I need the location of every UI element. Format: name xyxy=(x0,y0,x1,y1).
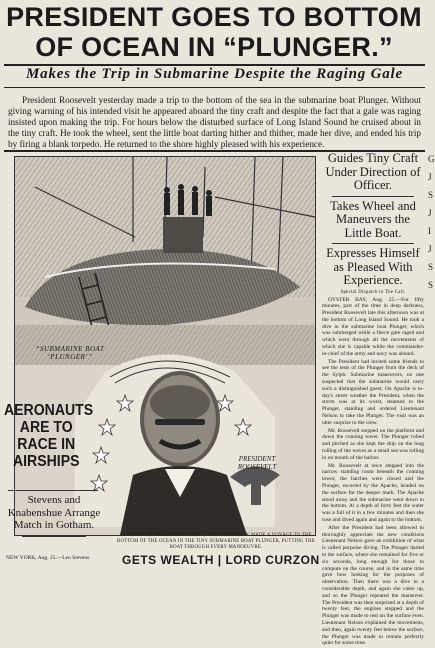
headline-line-2: OF OCEAN IN “PLUNGER.” xyxy=(35,32,393,62)
subheadline: Makes the Trip in Submarine Despite the Raging Gale xyxy=(26,66,403,82)
aeronauts-rule xyxy=(8,490,98,491)
roosevelt-caption: PRESIDENT ROOSEVELT xyxy=(237,455,277,471)
lead-paragraph: President Roosevelt yesterday made a trip to the bottom of the sea in the submarine boat Plunger. Without giving warning of his intended visit he appeared aboard the tiny craft and despite the fact that a gale was raging insisted upon making the trip. For hours below the disturbed surface of Long Island Sound he cruised about in the tiny craft. He took the wheel, sent the little boat darting hither and thither, made her dive, and ended his trip by firing a blank torpedo. He returned to the shore highly pleased with his experience. xyxy=(8,95,421,149)
bottom-headline: GETS WEALTH | LORD CURZON xyxy=(122,553,320,567)
article-paragraph: OYSTER BAY, Aug. 25.—For fifty minutes, part of the time in deep darkness, President Roosevelt late this afternoon was at the bottom of Long Island Sound. He took a dive in the submarine boat Plunger, which was submerged while a fierce gale raged and which went through all the movements of which she is capable while the commander-in-chief of the army and navy was aboard. xyxy=(322,296,424,357)
deck-rule xyxy=(332,196,414,197)
main-headline xyxy=(4,2,424,62)
edge-letter: J xyxy=(428,172,432,182)
cut-off-edge-column xyxy=(428,150,435,294)
article-paragraph: The President had invited some friends to see the tests of the Plunger from the deck of the Sylph. Submarine maneuvers, no one suspected that the submarine would carry such a distinguished guest. On Apache is to-day's street weather the President, when the storm was at its worst, steamed to the Plunger, standing and ordered Lieutenant Nelson to take the Plunger. The visit was an utter surprise to the crew. xyxy=(322,358,424,426)
edge-letter: S xyxy=(428,280,434,290)
deck-3: Expresses Himself as Pleased With Experience. xyxy=(326,246,420,287)
byline: Special Dispatch to The Call. xyxy=(340,289,406,295)
subhead-rule xyxy=(4,87,425,88)
headline-line-1: PRESIDENT GOES TO BOTTOM xyxy=(6,2,422,32)
plunger-caption: “SUBMARINE BOAT ‘PLUNGER’” xyxy=(35,345,105,361)
illustration-caption: PORTRAIT OF THE UNITED STATES, WHO YESTERDAY MADE A VOYAGE TO THE BOTTOM OF THE OCEAN IN THE TINY SUBMARINE BOAT PLUNGER, PUTTING THE BOAT THROUGH EVERY MANOEUVRE. xyxy=(117,533,315,550)
article-paragraph: Mr. Roosevelt stepped on the platform and down the conning tower. The Plunger rolled and pitched as she kept the ship on the long rolling of the waves as a small sea was rolling in on mouth of the harbor. xyxy=(322,427,424,461)
aeronauts-dateline: NEW YORK, Aug. 25.—Leo Stevens xyxy=(6,555,90,561)
edge-letter: I xyxy=(428,226,431,236)
aeronauts-deck-text: Stevens and Knabenshue Arrange Match in Gotham. xyxy=(7,494,101,531)
edge-letter: J xyxy=(428,244,432,254)
article-body xyxy=(322,297,424,648)
edge-letter: J xyxy=(428,208,432,218)
article-paragraph: After the President had been allowed to thoroughly appreciate the new conditions Lieutenant Nelson gave an exhibition of what is called porpoise diving. The Plunger darted to the surface, where she remained for five or six seconds, long enough for those to compute on the course, and in the same time gave bow looking for the purposes of observation. Then there was a dive to a considerable depth, and again she came up, and so the Plunger repeated the maneuver. The President was then surprised at a depth of twenty feet, the engines stopped and the Plunger was made to rest on the surface even. Lieutenant Nelson explained the movements, and then, again twenty feet below the surface, the Plunger was made to remain perfectly quiet for some time. xyxy=(322,524,424,647)
right-column xyxy=(322,152,424,648)
aeronauts-deck xyxy=(4,494,104,537)
aeronauts-headline: AERONAUTS ARE TO RACE IN AIRSHIPS xyxy=(4,402,94,470)
article-paragraph: Mr. Roosevelt at once stepped into the narrow standing room beneath the conning tower, the hatches were closed and the Plunger, escorted by the Apache, headed on the surface for the deeper mark. The Apache stood away and the submarine went down to the bottom. At a depth of forty feet the water was a full of it in a few minutes and then she rose and dived again and again to the bottom. xyxy=(322,462,424,523)
edge-letter: G xyxy=(428,154,435,164)
edge-letter: S xyxy=(428,262,434,272)
deck-2: Takes Wheel and Maneuvers the Little Boat. xyxy=(330,198,416,240)
aeronauts-deck-rule xyxy=(22,536,86,537)
deck-rule xyxy=(332,243,414,244)
deck-1: Guides Tiny Craft Under Direction of Officer. xyxy=(325,151,421,192)
edge-letter: S xyxy=(428,190,434,200)
